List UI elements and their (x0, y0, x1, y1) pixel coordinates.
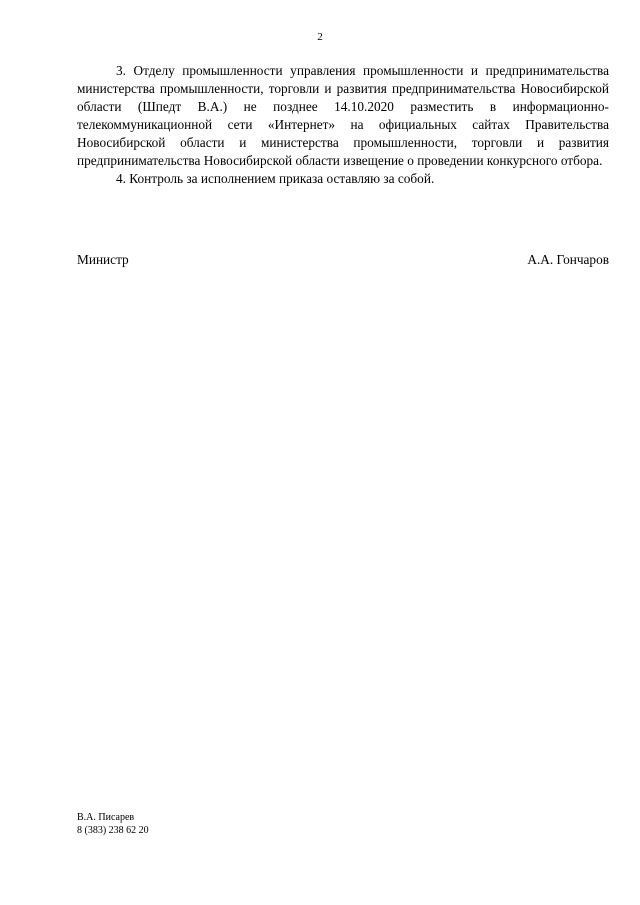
executor-name: В.А. Писарев (77, 812, 135, 823)
paragraph-3: 3. Отделу промышленности управления промышленности и предпринимательства министерства промышленности, торговли и развития предпринимательства Новосибирской области (Шпедт В.А.) не позднее 14.10.2020 разместить в информационно-телекоммуникационной сети «Интернет» на официальных сайтах Правительства Новосибирской области и министерства промышленности, торговли и развития предпринимательства Новосибирской области извещение о проведении конкурсного отбора. (77, 63, 609, 168)
page-number: 2 (317, 31, 323, 43)
signature-block (77, 251, 609, 269)
executor-footer (77, 812, 149, 837)
document-body (77, 62, 609, 188)
executor-phone: 8 (383) 238 62 20 (77, 824, 149, 836)
signatory-name: А.А. Гончаров (527, 252, 609, 267)
signatory-position: Министр (77, 252, 129, 267)
paragraph-4: 4. Контроль за исполнением приказа оставляю за собой. (116, 171, 435, 186)
